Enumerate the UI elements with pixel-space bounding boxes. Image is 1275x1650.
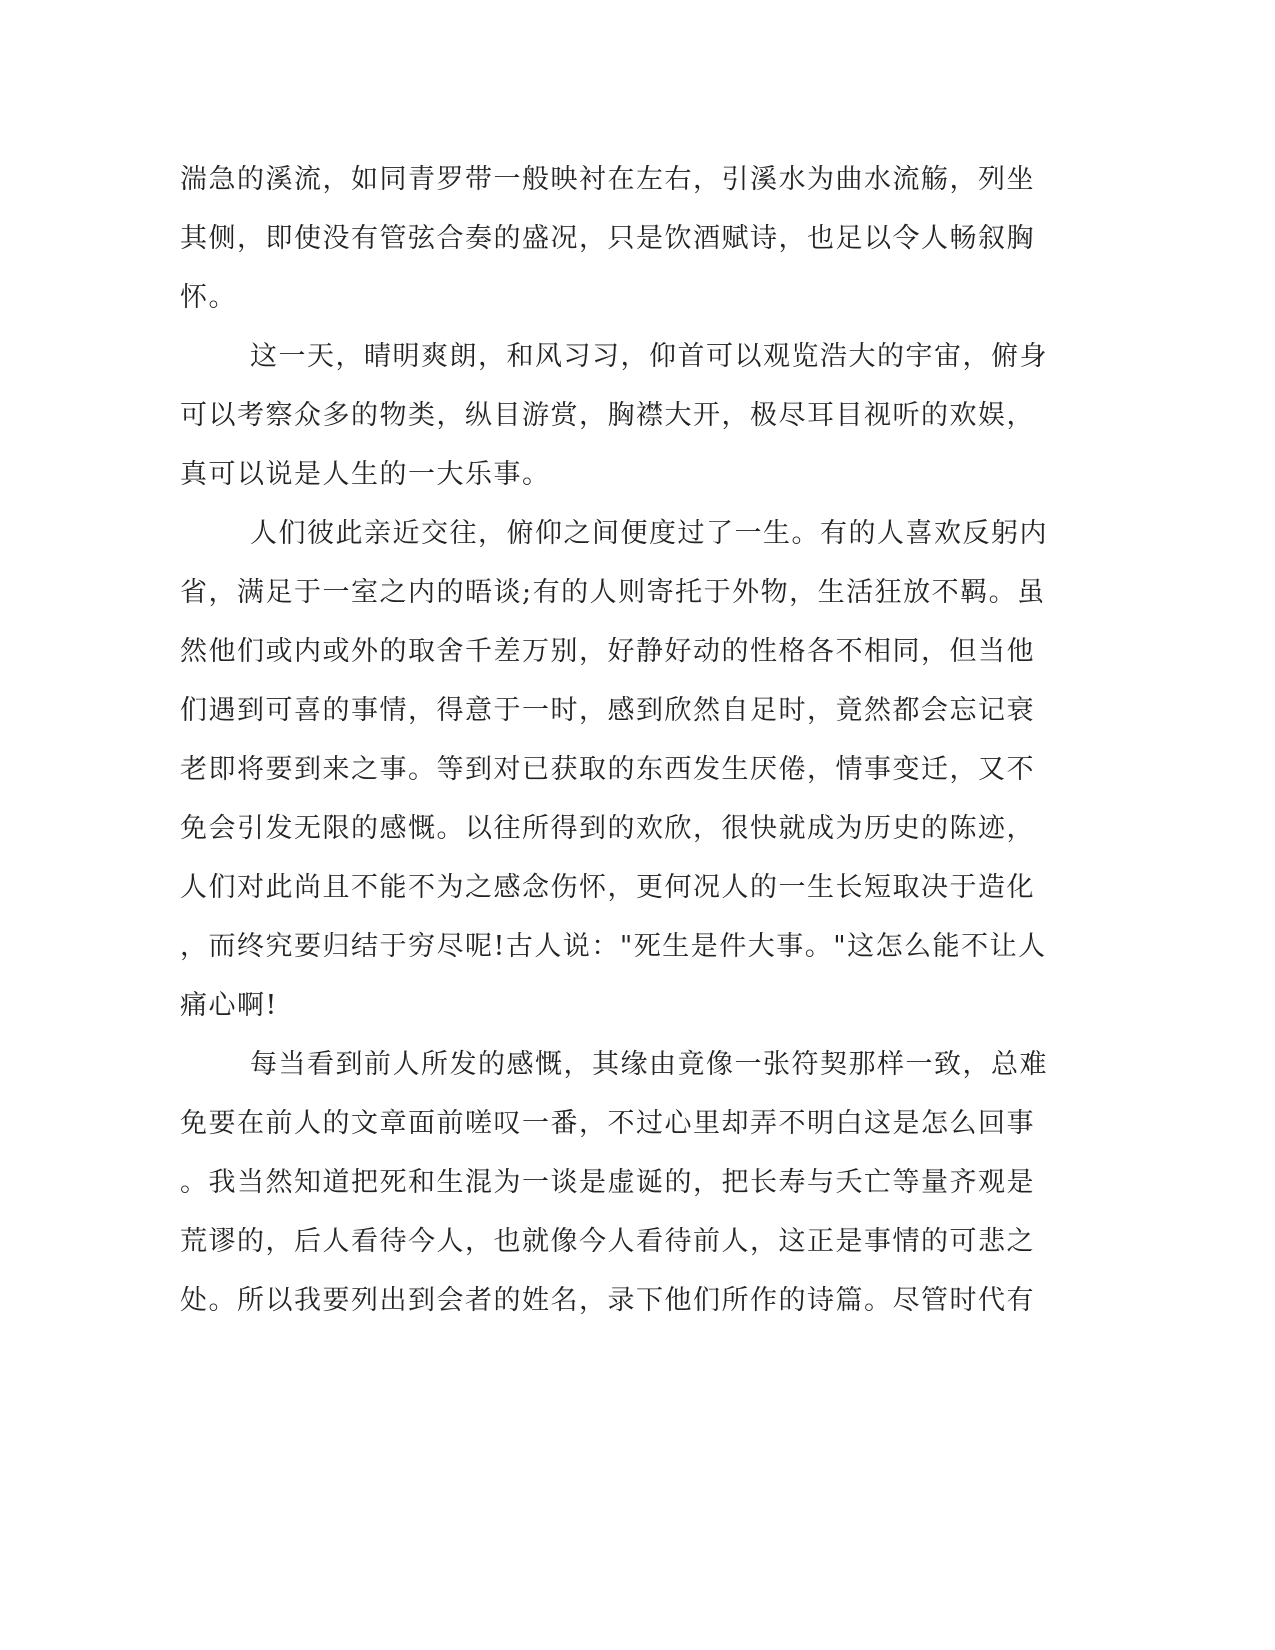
text-line: 然他们或内或外的取舍千差万别，好静好动的性格各不相同，但当他: [180, 636, 1035, 667]
text-line: 省，满足于一室之内的晤谈;有的人则寄托于外物，生活狂放不羁。虽: [180, 577, 1046, 608]
text-line: 人们对此尚且不能不为之感念伤怀，更何况人的一生长短取决于造化: [180, 872, 1035, 903]
text-line: 免会引发无限的感慨。以往所得到的欢欣，很快就成为历史的陈迹，: [180, 813, 1035, 844]
text-line: 痛心啊!: [180, 990, 278, 1021]
text-line: 真可以说是人生的一大乐事。: [180, 459, 551, 490]
text-line: 们遇到可喜的事情，得意于一时，感到欣然自足时，竟然都会忘记衰: [180, 695, 1035, 726]
text-line: 。我当然知道把死和生混为一谈是虚诞的，把长寿与夭亡等量齐观是: [180, 1167, 1035, 1198]
text-line: 其侧，即使没有管弦合奏的盛况，只是饮酒赋诗，也足以令人畅叙胸: [180, 223, 1035, 254]
text-line: 每当看到前人所发的感慨，其缘由竟像一张符契那样一致，总难: [250, 1049, 1048, 1080]
text-line: 处。所以我要列出到会者的姓名，录下他们所作的诗篇。尽管时代有: [180, 1285, 1035, 1316]
text-line: 这一天，晴明爽朗，和风习习，仰首可以观览浩大的宇宙，俯身: [250, 341, 1048, 372]
text-line: 湍急的溪流，如同青罗带一般映衬在左右，引溪水为曲水流觞，列坐: [180, 164, 1035, 195]
text-line: 可以考察众多的物类，纵目游赏，胸襟大开，极尽耳目视听的欢娱，: [180, 400, 1035, 431]
text-line: 免要在前人的文章面前嗟叹一番，不过心里却弄不明白这是怎么回事: [180, 1108, 1035, 1139]
text-line: 怀。: [180, 282, 237, 313]
text-line: 荒谬的，后人看待今人，也就像今人看待前人，这正是事情的可悲之: [180, 1226, 1035, 1257]
text-line: 人们彼此亲近交往，俯仰之间便度过了一生。有的人喜欢反躬内: [250, 518, 1048, 549]
text-line: ，而终究要归结于穷尽呢!古人说："死生是件大事。"这怎么能不让人: [180, 931, 1047, 962]
text-line: 老即将要到来之事。等到对已获取的东西发生厌倦，情事变迁，又不: [180, 754, 1035, 785]
